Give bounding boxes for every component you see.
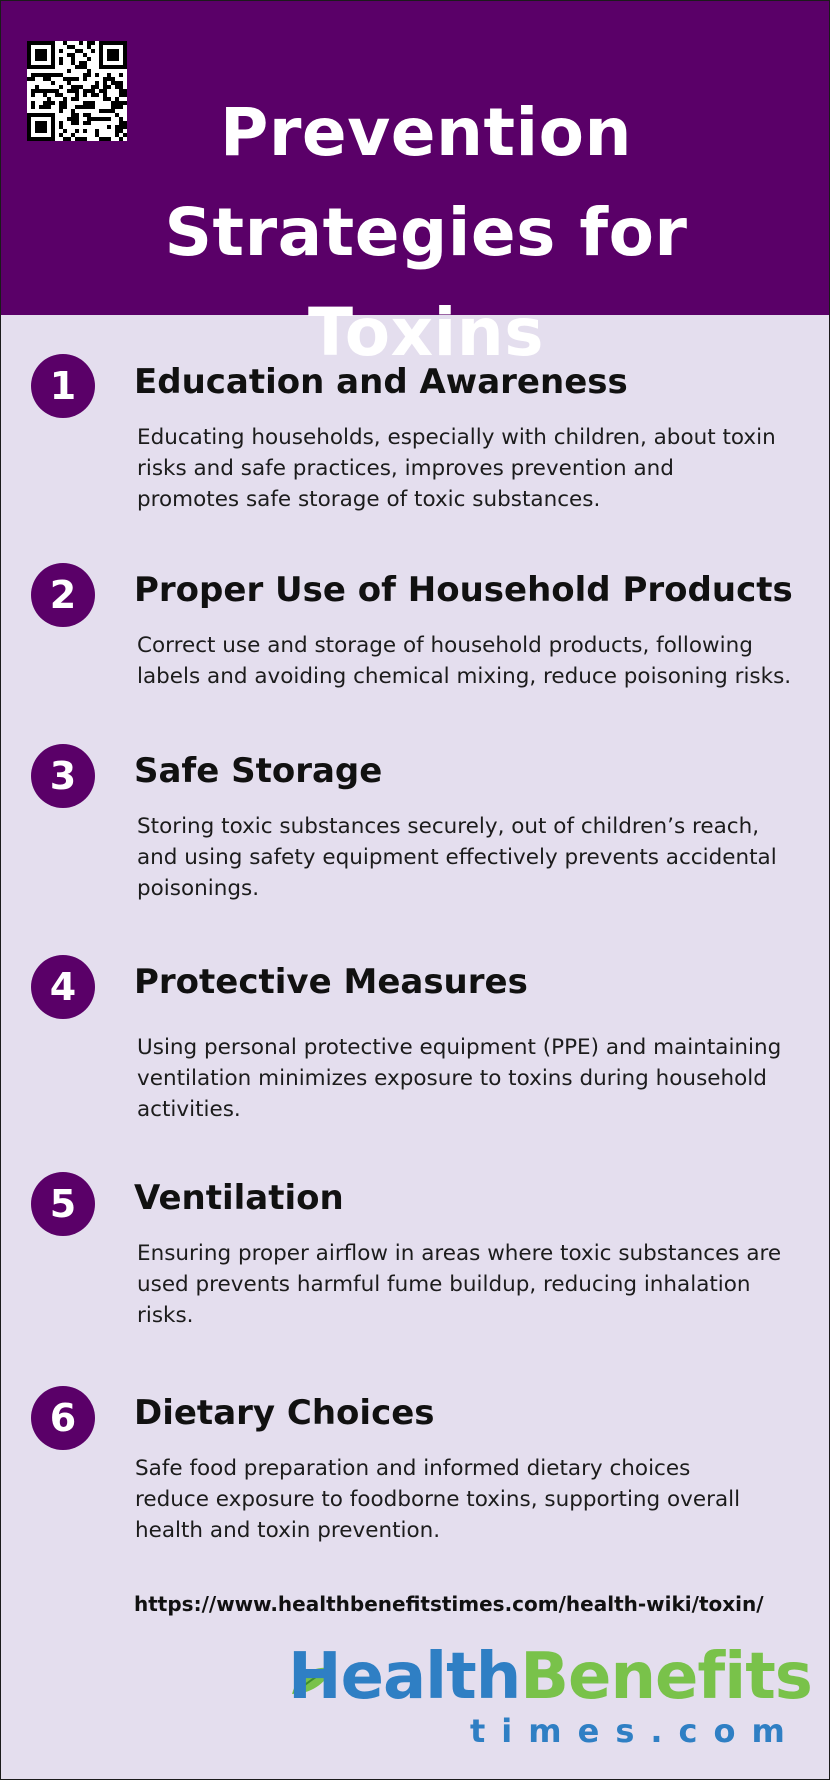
description-line: Using personal protective equipment (PPE) and maintaining [137, 1035, 782, 1060]
step-number-badge: 3 [31, 744, 95, 808]
description-line: used prevents harmful fume buildup, reducing inhalation [137, 1272, 751, 1297]
description-line: and using safety equipment effectively prevents accidental [137, 845, 777, 870]
strategy-description [137, 422, 792, 515]
strategy-heading: Protective Measures [134, 962, 528, 1002]
logo-wordmark [288, 1640, 812, 1714]
strategy-description [137, 1238, 792, 1331]
description-line: reduce exposure to foodborne toxins, supporting overall [135, 1487, 741, 1512]
step-number-badge: 2 [31, 563, 95, 627]
source-url[interactable]: https://www.healthbenefitstimes.com/health-wiki/toxin/ [134, 1592, 764, 1616]
description-line: Educating households, especially with children, about toxin [137, 425, 776, 450]
description-line: activities. [137, 1097, 241, 1122]
description-line: poisonings. [137, 876, 260, 901]
logo-word-benefits: Benefits [520, 1640, 812, 1714]
brand-logo[interactable] [288, 1640, 812, 1750]
page-title [61, 83, 791, 383]
step-number-badge: 6 [31, 1386, 95, 1450]
strategy-heading: Proper Use of Household Products [134, 570, 793, 610]
description-line: Storing toxic substances securely, out of children’s reach, [137, 814, 760, 839]
description-line: risks and safe practices, improves prevention and [137, 456, 674, 481]
strategy-heading: Ventilation [134, 1178, 344, 1218]
strategy-heading: Education and Awareness [134, 362, 628, 402]
strategy-heading: Dietary Choices [134, 1393, 435, 1433]
description-line: risks. [137, 1303, 194, 1328]
strategy-description [137, 1032, 792, 1125]
logo-domain: times.com [470, 1712, 801, 1750]
description-line: Safe food preparation and informed dietary choices [135, 1456, 691, 1481]
description-line: ventilation minimizes exposure to toxins during household [137, 1066, 767, 1091]
strategy-description [137, 811, 792, 904]
step-number-badge: 5 [31, 1172, 95, 1236]
strategy-description [135, 1453, 790, 1546]
description-line: Ensuring proper airflow in areas where toxic substances are [137, 1241, 782, 1266]
strategy-heading: Safe Storage [134, 751, 383, 791]
description-line: Correct use and storage of household products, following [137, 633, 753, 658]
description-line: health and toxin prevention. [135, 1518, 441, 1543]
step-number-badge: 1 [31, 354, 95, 418]
strategy-description [137, 630, 792, 692]
logo-word-health: Health [288, 1640, 521, 1714]
title-line-1: Prevention [220, 94, 632, 171]
description-line: labels and avoiding chemical mixing, reduce poisoning risks. [137, 664, 792, 689]
step-number-badge: 4 [31, 955, 95, 1019]
title-line-2: Strategies for Toxins [164, 194, 688, 371]
description-line: promotes safe storage of toxic substances. [137, 487, 601, 512]
header-banner [1, 1, 829, 371]
